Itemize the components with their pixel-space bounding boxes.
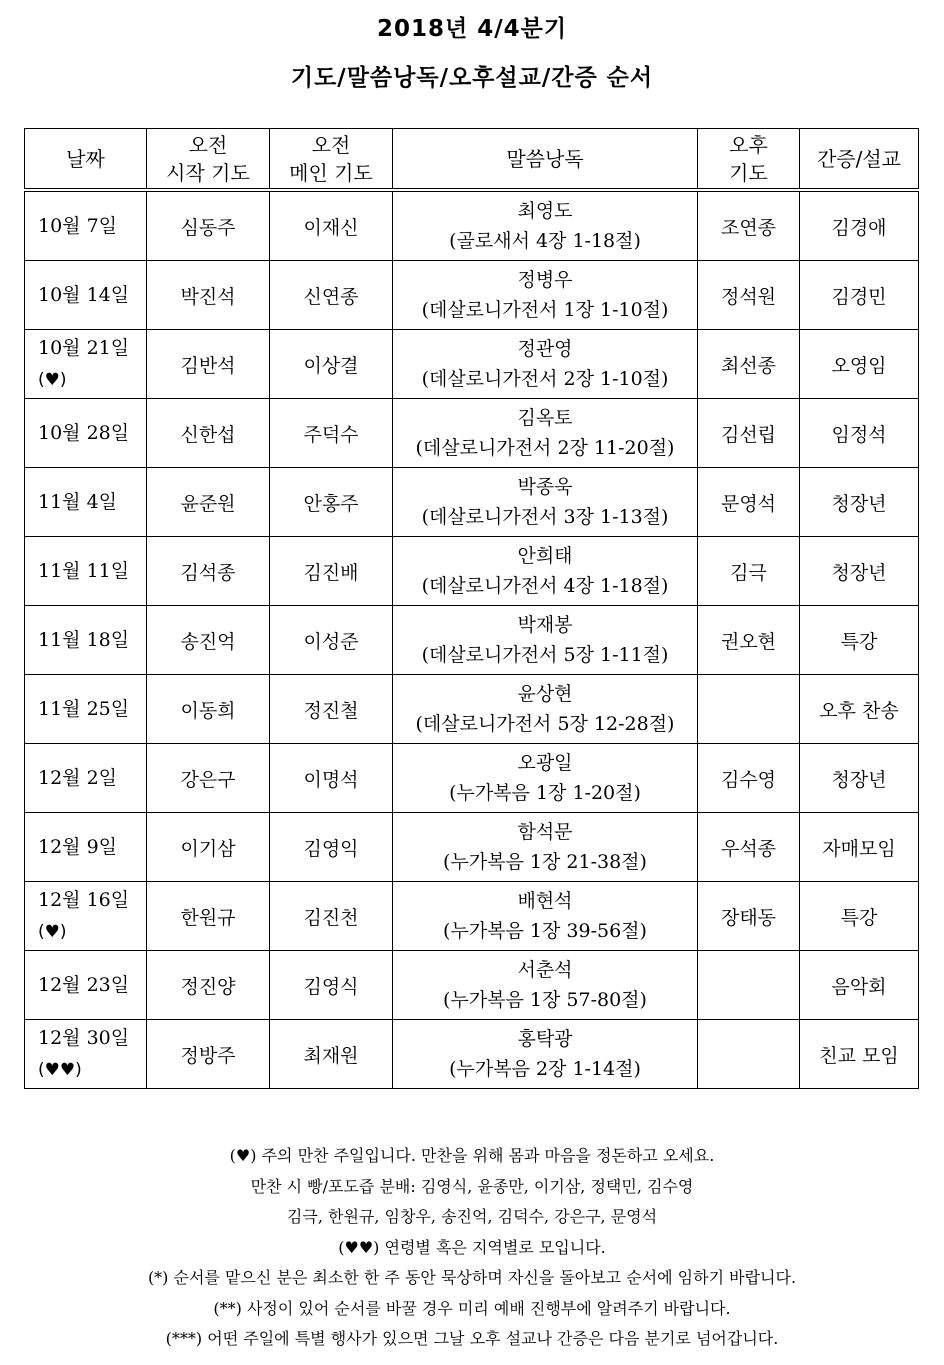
am-main-prayer-cell: 신연종 xyxy=(270,261,393,330)
table-row xyxy=(25,951,919,1020)
pm-prayer-cell: 김선립 xyxy=(698,399,800,468)
table-row xyxy=(25,261,919,330)
passage: (데살로니가전서 2장 1-10절) xyxy=(421,368,669,390)
pm-prayer-cell xyxy=(698,675,800,744)
date-text: 12월 2일 xyxy=(38,766,118,789)
date-cell xyxy=(25,261,147,330)
date-cell xyxy=(25,468,147,537)
pm-prayer-cell: 장태동 xyxy=(698,882,800,951)
date-cell xyxy=(25,537,147,606)
am-open-prayer-cell: 송진억 xyxy=(147,606,270,675)
reader-name: 윤상현 xyxy=(517,683,573,705)
notes xyxy=(0,1141,944,1355)
passage: (데살로니가전서 5장 1-11절) xyxy=(421,644,669,666)
date-text: 10월 28일 xyxy=(38,421,130,444)
reader-name: 홍탁광 xyxy=(517,1028,573,1050)
pm-prayer-cell xyxy=(698,1020,800,1089)
reader-name: 오광일 xyxy=(517,752,573,774)
am-open-prayer-cell: 한원규 xyxy=(147,882,270,951)
heart-mark: (♥) xyxy=(38,921,67,942)
pm-prayer-cell xyxy=(698,951,800,1020)
pm-prayer-cell: 최선종 xyxy=(698,330,800,399)
testimony-cell: 자매모임 xyxy=(800,813,919,882)
table-row xyxy=(25,330,919,399)
am-open-prayer-cell: 김석종 xyxy=(147,537,270,606)
date-cell xyxy=(25,606,147,675)
testimony-cell: 친교 모임 xyxy=(800,1020,919,1089)
reading-cell xyxy=(393,537,698,606)
document-subtitle: 기도/말씀낭독/오후설교/간증 순서 xyxy=(290,65,654,91)
am-main-prayer-cell: 주덕수 xyxy=(270,399,393,468)
reading-cell xyxy=(393,468,698,537)
date-text: 12월 9일 xyxy=(38,835,118,858)
reading-cell xyxy=(393,261,698,330)
reader-name: 배현석 xyxy=(517,890,573,912)
header-date: 날짜 xyxy=(25,129,147,191)
am-open-prayer-cell: 박진석 xyxy=(147,261,270,330)
date-text: 11월 4일 xyxy=(38,490,118,513)
testimony-cell: 청장년 xyxy=(800,537,919,606)
passage: (누가복음 1장 1-20절) xyxy=(449,782,641,804)
reader-name: 최영도 xyxy=(517,200,573,222)
header-am-open-prayer: 오전 시작 기도 xyxy=(147,129,270,191)
reader-name: 서춘석 xyxy=(517,959,573,981)
schedule-table xyxy=(24,128,919,1089)
testimony-cell: 청장년 xyxy=(800,744,919,813)
table-row xyxy=(25,675,919,744)
passage: (데살로니가전서 4장 1-18절) xyxy=(421,575,669,597)
reader-name: 정관영 xyxy=(517,338,573,360)
note-line: (♥) 주의 만찬 주일입니다. 만찬을 위해 몸과 마음을 정돈하고 오세요. xyxy=(229,1146,715,1165)
passage: (데살로니가전서 1장 1-10절) xyxy=(421,299,669,321)
reader-name: 함석문 xyxy=(517,821,573,843)
date-text: 11월 18일 xyxy=(38,628,130,651)
pm-prayer-cell: 정석원 xyxy=(698,261,800,330)
reader-name: 정병우 xyxy=(517,269,573,291)
reading-cell xyxy=(393,675,698,744)
note-line: (*) 순서를 맡으신 분은 최소한 한 주 동안 묵상하며 자신을 돌아보고 순서에 임하기 바랍니다. xyxy=(147,1268,797,1287)
note-line: (**) 사정이 있어 순서를 바꿀 경우 미리 예배 진행부에 알려주기 바랍니다. xyxy=(213,1298,731,1318)
testimony-cell: 청장년 xyxy=(800,468,919,537)
am-main-prayer-cell: 이성준 xyxy=(270,606,393,675)
passage: (데살로니가전서 2장 11-20절) xyxy=(415,437,675,459)
am-main-prayer-cell: 이재신 xyxy=(270,190,393,261)
header-testimony: 간증/설교 xyxy=(800,129,919,191)
date-text: 10월 21일 xyxy=(38,336,130,359)
am-open-prayer-cell: 이동희 xyxy=(147,675,270,744)
am-open-prayer-cell: 윤준원 xyxy=(147,468,270,537)
testimony-cell: 오영임 xyxy=(800,330,919,399)
date-text: 10월 7일 xyxy=(38,214,118,237)
reader-name: 박재봉 xyxy=(517,614,573,636)
am-main-prayer-cell: 안홍주 xyxy=(270,468,393,537)
date-cell xyxy=(25,813,147,882)
am-open-prayer-cell: 정방주 xyxy=(147,1020,270,1089)
reading-cell xyxy=(393,882,698,951)
testimony-cell: 특강 xyxy=(800,882,919,951)
passage: (누가복음 2장 1-14절) xyxy=(449,1058,641,1080)
table-row xyxy=(25,882,919,951)
pm-prayer-cell: 김수영 xyxy=(698,744,800,813)
am-main-prayer-cell: 김진배 xyxy=(270,537,393,606)
am-main-prayer-cell: 김진천 xyxy=(270,882,393,951)
date-text: 10월 14일 xyxy=(38,283,130,306)
passage: (누가복음 1장 21-38절) xyxy=(443,851,647,873)
reading-cell xyxy=(393,813,698,882)
passage: (누가복음 1장 39-56절) xyxy=(443,920,647,942)
table-row xyxy=(25,606,919,675)
heart-mark: (♥) xyxy=(38,369,67,390)
am-open-prayer-cell: 이기삼 xyxy=(147,813,270,882)
note-line: 만찬 시 빵/포도즙 분배: 김영식, 윤종만, 이기삼, 정택민, 김수영 xyxy=(250,1176,694,1196)
testimony-cell: 김경민 xyxy=(800,261,919,330)
pm-prayer-cell: 조연종 xyxy=(698,190,800,261)
reading-cell xyxy=(393,951,698,1020)
testimony-cell: 음악회 xyxy=(800,951,919,1020)
table-row xyxy=(25,744,919,813)
header-pm-prayer: 오후 기도 xyxy=(698,129,800,191)
date-text: 12월 30일 xyxy=(38,1026,130,1049)
note-line: (***) 어떤 주일에 특별 행사가 있으면 그날 오후 설교나 간증은 다음 분기로 넘어갑니다. xyxy=(165,1329,779,1348)
am-main-prayer-cell: 이명석 xyxy=(270,744,393,813)
date-cell xyxy=(25,330,147,399)
date-text: 12월 23일 xyxy=(38,973,130,996)
reading-cell xyxy=(393,399,698,468)
am-main-prayer-cell: 최재원 xyxy=(270,1020,393,1089)
am-open-prayer-cell: 신한섭 xyxy=(147,399,270,468)
passage: (데살로니가전서 3장 1-13절) xyxy=(421,506,669,528)
date-cell xyxy=(25,882,147,951)
table-row xyxy=(25,399,919,468)
table-row xyxy=(25,190,919,261)
document-title: 2018년 4/4분기 xyxy=(376,16,568,42)
header-am-main-prayer: 오전 메인 기도 xyxy=(270,129,393,191)
pm-prayer-cell: 권오현 xyxy=(698,606,800,675)
date-cell xyxy=(25,399,147,468)
pm-prayer-cell: 김극 xyxy=(698,537,800,606)
am-open-prayer-cell: 강은구 xyxy=(147,744,270,813)
am-main-prayer-cell: 정진철 xyxy=(270,675,393,744)
am-main-prayer-cell: 김영식 xyxy=(270,951,393,1020)
date-text: 12월 16일 xyxy=(38,888,130,911)
pm-prayer-cell: 문영석 xyxy=(698,468,800,537)
reading-cell xyxy=(393,606,698,675)
am-open-prayer-cell: 김반석 xyxy=(147,330,270,399)
reading-cell xyxy=(393,330,698,399)
passage: (골로새서 4장 1-18절) xyxy=(449,230,641,252)
date-cell xyxy=(25,744,147,813)
date-text: 11월 11일 xyxy=(38,559,130,582)
reading-cell xyxy=(393,744,698,813)
am-open-prayer-cell: 정진양 xyxy=(147,951,270,1020)
table-row xyxy=(25,813,919,882)
table-row xyxy=(25,1020,919,1089)
testimony-cell: 오후 찬송 xyxy=(800,675,919,744)
date-cell xyxy=(25,675,147,744)
reader-name: 김옥토 xyxy=(517,407,573,429)
date-cell xyxy=(25,951,147,1020)
heart-mark: (♥♥) xyxy=(38,1059,82,1080)
note-line: 김극, 한원규, 임창우, 송진억, 김덕수, 강은구, 문영석 xyxy=(286,1207,658,1226)
date-text: 11월 25일 xyxy=(38,697,130,720)
am-main-prayer-cell: 이상결 xyxy=(270,330,393,399)
reading-cell xyxy=(393,190,698,261)
table-row xyxy=(25,537,919,606)
table-row xyxy=(25,468,919,537)
date-cell xyxy=(25,190,147,261)
am-open-prayer-cell: 심동주 xyxy=(147,190,270,261)
pm-prayer-cell: 우석종 xyxy=(698,813,800,882)
testimony-cell: 특강 xyxy=(800,606,919,675)
header-reading: 말씀낭독 xyxy=(393,129,698,191)
reading-cell xyxy=(393,1020,698,1089)
passage: (누가복음 1장 57-80절) xyxy=(443,989,647,1011)
reader-name: 박종욱 xyxy=(517,476,573,498)
date-cell xyxy=(25,1020,147,1089)
am-main-prayer-cell: 김영익 xyxy=(270,813,393,882)
note-line: (♥♥) 연령별 혹은 지역별로 모입니다. xyxy=(338,1237,606,1257)
testimony-cell: 임정석 xyxy=(800,399,919,468)
header-row xyxy=(25,129,919,191)
reader-name: 안희태 xyxy=(517,545,573,567)
testimony-cell: 김경애 xyxy=(800,190,919,261)
passage: (데살로니가전서 5장 12-28절) xyxy=(415,713,675,735)
